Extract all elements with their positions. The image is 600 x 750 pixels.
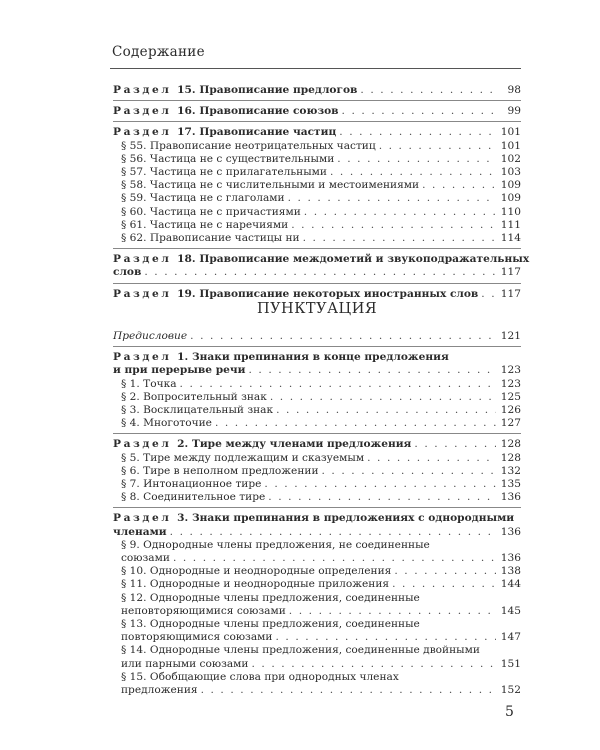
toc-item[interactable]: § 3. Восклицательный знак . . . 126 [113, 404, 521, 417]
punctuation-heading: ПУНКТУАЦИЯ [256, 301, 378, 317]
toc-section-1[interactable]: Раздел 1. Знаки препинания в конце предложения и при перерыве речи . . . 123 [113, 351, 521, 377]
toc-item[interactable]: § 61. Частица не с наречиями . . . 111 [113, 219, 521, 232]
toc-item[interactable]: § 56. Частица не с существительными . . . 102 [113, 153, 521, 166]
toc-item[interactable]: § 11. Однородные и неоднородные приложения . . . 144 [113, 578, 521, 591]
toc-section-2[interactable]: Раздел 2. Тире между членами предложения . . . 128 [113, 438, 521, 451]
toc-part-orthography [113, 84, 530, 301]
toc-item[interactable]: § 13. Однородные члены предложения, соединенные повторяющимися союзами . . . 147 [113, 618, 521, 644]
section-divider [113, 346, 521, 347]
toc-preface[interactable]: Предисловие . . . 121 [113, 330, 521, 343]
section-divider [113, 283, 521, 284]
section-divider [113, 248, 521, 249]
toc-item[interactable]: § 62. Правописание частицы ни . . . 114 [113, 232, 521, 245]
toc-section-19[interactable]: Раздел 19. Правописание некоторых иностранных слов . . . 117 [113, 288, 521, 301]
toc-item[interactable]: § 8. Соединительное тире . . . 136 [113, 491, 521, 504]
toc-item[interactable]: § 60. Частица не с причастиями . . . 110 [113, 206, 521, 219]
toc-part-punctuation [113, 330, 521, 697]
toc-item[interactable]: § 55. Правописание неотрицательных частиц . . . 101 [113, 140, 521, 153]
toc-item[interactable]: § 15. Обобщающие слова при однородных членах предложения . . . 152 [113, 671, 521, 697]
toc-section-3[interactable]: Раздел 3. Знаки препинания в предложениях с однородными членами . . . 136 [113, 512, 521, 538]
section-divider [113, 507, 521, 508]
toc-item[interactable]: § 58. Частица не с числительными и местоимениями . . . 109 [113, 179, 521, 192]
toc-section-15[interactable]: Раздел 15. Правописание предлогов . . . 98 [113, 84, 521, 97]
header-rule [110, 68, 521, 69]
section-divider [113, 433, 521, 434]
running-header: Содержание [112, 44, 205, 60]
toc-item[interactable]: § 6. Тире в неполном предложении . . . 132 [113, 465, 521, 478]
toc-section-16[interactable]: Раздел 16. Правописание союзов . . . 99 [113, 105, 521, 118]
toc-item[interactable]: § 9. Однородные члены предложения, не соединенные союзами . . . 136 [113, 539, 521, 565]
section-divider [113, 121, 521, 122]
section-divider [113, 100, 521, 101]
page-number: 5 [505, 704, 514, 720]
toc-item[interactable]: § 7. Интонационное тире . . . 135 [113, 478, 521, 491]
toc-section-18[interactable]: Раздел 18. Правописание междометий и звукоподражательных слов . . . 117 [113, 253, 521, 279]
toc-item[interactable]: § 12. Однородные члены предложения, соединенные неповторяющимися союзами . . . 145 [113, 592, 521, 618]
toc-item[interactable]: § 57. Частица не с прилагательными . . . 103 [113, 166, 521, 179]
toc-item[interactable]: § 59. Частица не с глаголами . . . 109 [113, 192, 521, 205]
toc-item[interactable]: § 2. Вопросительный знак . . . 125 [113, 391, 521, 404]
toc-item[interactable]: § 5. Тире между подлежащим и сказуемым . . . 128 [113, 452, 521, 465]
toc-section-17[interactable]: Раздел 17. Правописание частиц . . . 101 [113, 126, 521, 139]
toc-item[interactable]: § 4. Многоточие . . . 127 [113, 417, 521, 430]
toc-item[interactable]: § 1. Точка . . . 123 [113, 378, 521, 391]
toc-item[interactable]: § 14. Однородные члены предложения, соединенные двойными или парными союзами . . . 151 [113, 644, 521, 670]
toc-item[interactable]: § 10. Однородные и неоднородные определения . . . 138 [113, 565, 521, 578]
